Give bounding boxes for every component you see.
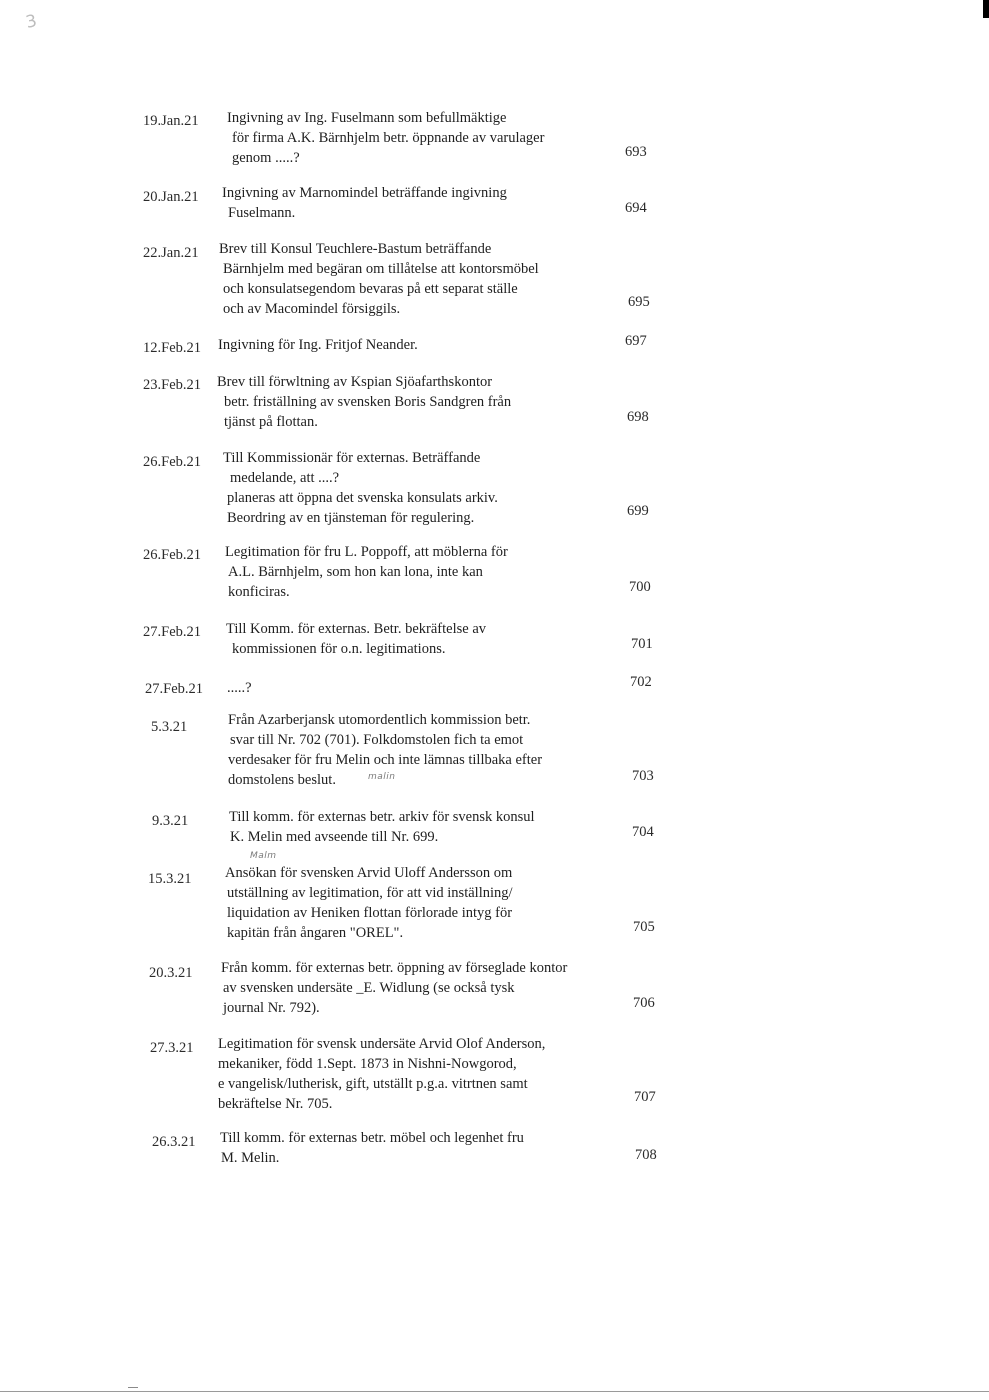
description-line: domstolens beslut. (228, 772, 336, 788)
entry-description (222, 183, 507, 223)
entry-number: 699 (627, 503, 649, 519)
description-line: Bärnhjelm med begäran om tillåtelse att kontorsmöbel (223, 261, 539, 277)
entry-description (217, 372, 511, 432)
entry-number: 693 (625, 144, 647, 160)
description-line: planeras att öppna det svenska konsulats arkiv. (227, 490, 498, 506)
description-line: Brev till förwltning av Kspian Sjöafarthskontor (217, 374, 493, 390)
description-line: svar till Nr. 702 (701). Folkdomstolen fich ta emot (230, 732, 524, 748)
description-line: A.L. Bärnhjelm, som hon kan lona, inte kan (228, 564, 483, 580)
description-line: Från Azarberjansk utomordentlich kommission betr. (228, 712, 531, 728)
journal-entry (0, 1034, 989, 1112)
entry-date: 26.Feb.21 (143, 454, 201, 470)
description-line: Brev till Konsul Teuchlere-Bastum beträffande (219, 241, 492, 257)
journal-entry (0, 448, 989, 526)
scan-edge-mark (983, 0, 989, 18)
description-line: av svensken undersäte _E. Widlung (se också tysk (223, 980, 515, 996)
description-line: e vangelisk/lutherisk, gift, utställt p.g.a. vitrtnen samt (218, 1076, 528, 1092)
handwritten-note: Malm (250, 851, 277, 861)
entry-date: 23.Feb.21 (143, 377, 201, 393)
journal-entry (0, 958, 989, 1016)
entry-number: 703 (632, 768, 654, 784)
entry-number: 706 (633, 995, 655, 1011)
entry-date: 12.Feb.21 (143, 340, 201, 356)
entry-description (223, 448, 498, 528)
journal-entry (0, 183, 989, 221)
entry-description (227, 108, 544, 168)
description-line: tjänst på flottan. (224, 414, 318, 430)
description-line: M. Melin. (221, 1150, 280, 1166)
entry-date: 27.Feb.21 (143, 624, 201, 640)
description-line: journal Nr. 792). (223, 1000, 320, 1016)
entry-date: 20.3.21 (149, 965, 193, 981)
entry-description (227, 678, 252, 698)
entry-number: 695 (628, 294, 650, 310)
entry-number: 704 (632, 824, 654, 840)
description-line: Ansökan för svensken Arvid Uloff Andersson om (225, 865, 513, 881)
entry-date: 27.3.21 (150, 1040, 194, 1056)
entry-number: 702 (630, 674, 652, 690)
entry-date: 26.3.21 (152, 1134, 196, 1150)
entry-date: 15.3.21 (148, 871, 192, 887)
description-line: Beordring av en tjänsteman för regulering. (227, 510, 475, 526)
entry-number: 705 (633, 919, 655, 935)
entry-description (218, 1034, 545, 1114)
entry-description (225, 542, 508, 602)
entry-description (221, 958, 567, 1018)
journal-entry (0, 619, 989, 657)
scan-bottom-mark (128, 1387, 138, 1388)
entry-description (220, 1128, 524, 1168)
entry-date: 20.Jan.21 (143, 189, 199, 205)
description-line: Ingivning av Ing. Fuselmann som befullmäktige (227, 110, 507, 126)
description-line: Ingivning av Marnomindel beträffande ingivning (222, 185, 507, 201)
entry-date: 26.Feb.21 (143, 547, 201, 563)
description-line: bekräftelse Nr. 705. (218, 1096, 333, 1112)
description-line: och konsulatsegendom bevaras på ett separat ställe (223, 281, 518, 297)
entry-date: 22.Jan.21 (143, 245, 199, 261)
description-line: .....? (227, 680, 252, 696)
description-line: Fuselmann. (228, 205, 296, 221)
journal-entry (0, 807, 989, 861)
entry-description (219, 239, 539, 319)
journal-entry (0, 239, 989, 317)
description-line: utställning av legitimation, för att vid inställning/ (227, 885, 513, 901)
description-line: K. Melin med avseende till Nr. 699. (230, 829, 439, 845)
entry-date: 5.3.21 (151, 719, 188, 735)
description-line: betr. friställning av svensken Boris Sandgren från (224, 394, 512, 410)
journal-entry (0, 710, 989, 788)
description-line: Legitimation för svensk undersäte Arvid Olof Anderson, (218, 1036, 546, 1052)
description-line: kapitän från ångaren "OREL". (227, 925, 404, 941)
description-line: liquidation av Heniken flottan förlorade intyg för (227, 905, 513, 921)
entry-description (218, 335, 418, 355)
journal-entry (0, 1128, 989, 1166)
description-line: Till komm. för externas betr. arkiv för svensk konsul (229, 809, 535, 825)
description-line: genom .....? (232, 150, 300, 166)
entry-description (229, 807, 535, 847)
entry-number: 700 (629, 579, 651, 595)
entry-number: 707 (634, 1089, 656, 1105)
entry-number: 697 (625, 333, 647, 349)
journal-entry (0, 542, 989, 600)
description-line: Ingivning för Ing. Fritjof Neander. (218, 337, 418, 353)
description-line: konficiras. (228, 584, 290, 600)
description-line: verdesaker för fru Melin och inte lämnas tillbaka efter (228, 752, 543, 768)
description-line: Legitimation för fru L. Poppoff, att möblerna för (225, 544, 508, 560)
description-line: och av Macomindel försiggils. (223, 301, 401, 317)
description-line: för firma A.K. Bärnhjelm betr. öppnande av varulager (232, 130, 545, 146)
description-line: Till Kommissionär för externas. Beträffande (223, 450, 481, 466)
entry-number: 701 (631, 636, 653, 652)
entry-number: 708 (635, 1147, 657, 1163)
entry-date: 9.3.21 (152, 813, 189, 829)
description-line: mekaniker, född 1.Sept. 1873 in Nishni-Nowgorod, (218, 1056, 517, 1072)
entry-description (225, 863, 513, 943)
description-line: medelande, att ....? (230, 470, 340, 486)
journal-entry (0, 674, 989, 697)
entry-date: 19.Jan.21 (143, 113, 199, 129)
description-line: Till komm. för externas betr. möbel och legenhet fru (220, 1130, 524, 1146)
entry-description (226, 619, 486, 659)
scan-bottom-edge (0, 1391, 989, 1392)
pencil-page-mark: 3 (24, 11, 39, 33)
journal-entry (0, 863, 989, 941)
description-line: Till Komm. för externas. Betr. bekräftelse av (226, 621, 487, 637)
entry-number: 698 (627, 409, 649, 425)
journal-entry (0, 372, 989, 430)
journal-entry (0, 333, 989, 356)
description-line: Från komm. för externas betr. öppning av förseglade kontor (221, 960, 568, 976)
handwritten-note: malin (368, 772, 396, 782)
journal-entry (0, 108, 989, 166)
entry-number: 694 (625, 200, 647, 216)
description-line: kommissionen för o.n. legitimations. (232, 641, 446, 657)
entry-date: 27.Feb.21 (145, 681, 203, 697)
